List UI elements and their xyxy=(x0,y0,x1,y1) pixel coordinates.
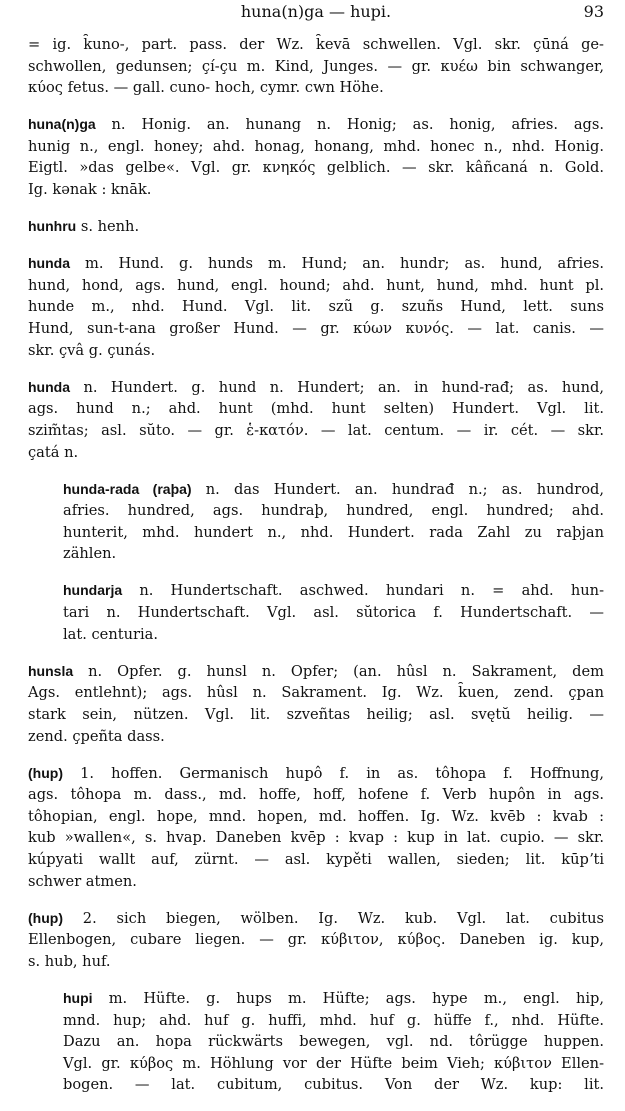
entry-line xyxy=(28,827,604,849)
entry-line xyxy=(28,340,604,362)
line-text: tari n. Hundertschaft. Vgl. asl. sŭtorica f. Hundertschaft. — xyxy=(63,604,604,622)
entry-line xyxy=(63,1031,604,1053)
entry-line xyxy=(28,398,604,420)
line-text: n. Hundertschaft. aschwed. hundari n. = ahd. hun- xyxy=(122,582,604,600)
line-text: n. Hundert. g. hund n. Hundert; an. in hund-rađ; as. hund, xyxy=(70,378,604,396)
entry-line xyxy=(28,318,604,340)
line-text: hunde m., nhd. Hund. Vgl. lit. szũ g. szuñs Hund, lett. suns xyxy=(28,298,604,316)
entry-line xyxy=(28,114,604,136)
entry-line xyxy=(28,908,604,930)
dictionary-entry xyxy=(28,908,604,973)
line-text: kub »wallen«, s. hvap. Daneben kvēp : kvap : kup in lat. cupio. — skr. xyxy=(28,829,604,847)
entry-line xyxy=(28,726,604,748)
line-text: n. Opfer. g. hunsl n. Opfer; (an. hûsl n. Sakrament, dem xyxy=(73,662,604,680)
headword: hupi xyxy=(63,989,93,1006)
line-text: Ags. entlehnt); ags. hûsl n. Sakrament. Ig. Wz. k̑uen, zend. çpan xyxy=(28,684,604,702)
line-text: Dazu an. hopa rückwärts bewegen, vgl. nd. tôrügge huppen. xyxy=(63,1033,604,1051)
line-text: hunterit, mhd. hundert n., nhd. Hundert. rada Zahl zu raþjan xyxy=(63,523,604,541)
page-number: 93 xyxy=(583,2,604,21)
entry-line xyxy=(28,377,604,399)
entry-line xyxy=(63,1074,604,1096)
entry-line xyxy=(63,1010,604,1032)
line-text: zählen. xyxy=(63,545,117,563)
line-text: m. Hund. g. hunds m. Hund; an. hundr; as. hund, afries. xyxy=(70,255,604,273)
entry-line xyxy=(28,951,604,973)
running-title: huna(n)ga — hupi. xyxy=(240,2,392,21)
line-text: 2. sich biegen, wölben. Ig. Wz. kub. Vgl. lat. cubitus xyxy=(62,909,604,927)
line-text: ags. tôhopa m. dass., md. hoffe, hoff, hofene f. Verb hupôn in ags. xyxy=(28,786,604,804)
entry-line xyxy=(28,157,604,179)
entry-line xyxy=(63,543,604,565)
entry-line xyxy=(28,763,604,785)
line-text: lat. centuria. xyxy=(63,625,158,643)
headword: hunhru xyxy=(28,218,77,235)
entry-line xyxy=(28,253,604,275)
line-text: n. das Hundert. an. hundrađ n.; as. hundrod, xyxy=(191,480,605,498)
headword: hundarja xyxy=(63,582,123,599)
entry-line xyxy=(63,580,604,602)
entry-line xyxy=(28,296,604,318)
entry-line xyxy=(28,275,604,297)
entry-line xyxy=(28,56,604,78)
entry-line xyxy=(28,34,604,56)
entry-line xyxy=(28,871,604,893)
dictionary-entry xyxy=(28,253,604,361)
dictionary-entry xyxy=(28,114,604,200)
line-text: Ellenbogen, cubare liegen. — gr. κύβιτον, κύβος. Daneben ig. kup, xyxy=(28,931,604,949)
entry-line xyxy=(28,136,604,158)
entry-line xyxy=(63,479,604,501)
entry-line xyxy=(28,849,604,871)
page-header xyxy=(28,2,604,24)
headword: hunda-rada (raþa) xyxy=(63,480,192,497)
entry-line xyxy=(63,624,604,646)
line-text: afries. hundred, ags. hundraþ, hundred, engl. hundred; ahd. xyxy=(63,502,604,520)
line-text: skr. çvâ g. çunás. xyxy=(28,341,156,359)
line-text: Ig. kənak : knāk. xyxy=(28,181,152,199)
entry-line xyxy=(28,216,604,238)
line-text: hund, hond, ags. hund, engl. hound; ahd. hunt, hund, mhd. hunt pl. xyxy=(28,276,604,294)
line-text: n. Honig. an. hunang n. Honig; as. honig, afries. ags. xyxy=(95,116,604,134)
line-text: kúpyati wallt auf, zürnt. — asl. kypěti wallen, sieden; lit. kūpʼti xyxy=(28,851,604,868)
headword: hunda xyxy=(28,378,70,395)
entry-line xyxy=(28,784,604,806)
dictionary-entry xyxy=(28,34,604,99)
line-text: Hund, sun-t-ana großer Hund. — gr. κύων κυνός. — lat. canis. — xyxy=(28,320,604,338)
line-text: stark sein, nützen. Vgl. lit. szveñtas heilig; asl. svętŭ heilig. — xyxy=(28,705,604,723)
line-text: mnd. hup; ahd. huf g. huffi, mhd. huf g. hüffe f., nhd. Hüfte. xyxy=(63,1011,604,1029)
line-text: hunig n., engl. honey; ahd. honag, honang, mhd. honec n., nhd. Honig. xyxy=(28,137,604,155)
line-text: 1. hoffen. Germanisch hupô f. in as. tôhopa f. Hoffnung, xyxy=(62,764,604,782)
entry-line xyxy=(63,988,604,1010)
entry-line xyxy=(28,442,604,464)
entry-line xyxy=(28,704,604,726)
line-text: çatá n. xyxy=(28,443,79,461)
line-text: Vgl. gr. κύβος m. Höhlung vor der Hüfte beim Vieh; κύβιτον Ellen- xyxy=(63,1054,604,1072)
line-text: schwer atmen. xyxy=(28,872,137,890)
entry-line xyxy=(28,77,604,99)
headword: hunda xyxy=(28,255,70,272)
entry-line xyxy=(63,500,604,522)
line-text: s. hub, huf. xyxy=(28,952,111,970)
dictionary-body xyxy=(28,34,604,1111)
entry-line xyxy=(63,522,604,544)
entry-line xyxy=(28,420,604,442)
line-text: κύος fetus. — gall. cuno- hoch, cymr. cwn Höhe. xyxy=(28,79,384,97)
line-text: tôhopian, engl. hope, mnd. hopen, md. hoffen. Ig. Wz. kvēb : kvab : xyxy=(28,807,604,825)
line-text: zend. çpeñta dass. xyxy=(28,727,165,745)
entry-line xyxy=(28,682,604,704)
line-text: schwollen, gedunsen; çí-çu m. Kind, Junges. — gr. κυέω bin schwanger, xyxy=(28,57,604,75)
dictionary-entry xyxy=(28,377,604,463)
dictionary-entry xyxy=(28,216,604,238)
entry-line xyxy=(28,661,604,683)
headword: huna(n)ga xyxy=(28,116,96,133)
headword: (hup) xyxy=(28,909,63,926)
entry-line xyxy=(63,1053,604,1075)
line-text: bogen. — lat. cubitum, cubitus. Von der Wz. kup: lit. xyxy=(63,1076,604,1094)
line-text: = ig. k̑uno-, part. pass. der Wz. k̑evā schwellen. Vgl. skr. çūná ge- xyxy=(28,36,604,53)
entry-line xyxy=(28,179,604,201)
line-text: s. henh. xyxy=(76,218,140,236)
entry-line xyxy=(63,602,604,624)
dictionary-entry xyxy=(28,763,604,893)
headword: hunsla xyxy=(28,662,74,679)
dictionary-entry xyxy=(63,580,604,645)
entry-line xyxy=(28,806,604,828)
dictionary-entry xyxy=(63,479,604,565)
line-text: ags. hund n.; ahd. hunt (mhd. hunt selten) Hundert. Vgl. lit. xyxy=(28,400,604,418)
dictionary-entry xyxy=(63,988,604,1096)
line-text: szim̃tas; asl. sŭto. — gr. ἑ-κατόν. — lat. centum. — ir. cét. — skr. xyxy=(28,421,604,439)
entry-line xyxy=(28,929,604,951)
line-text: Eigtl. »das gelbe«. Vgl. gr. κνηκός gelblich. — skr. kâñcaná n. Gold. xyxy=(28,159,604,177)
dictionary-entry xyxy=(28,661,604,747)
headword: (hup) xyxy=(28,764,63,781)
line-text: m. Hüfte. g. hups m. Hüfte; ags. hype m., engl. hip, xyxy=(92,989,604,1007)
